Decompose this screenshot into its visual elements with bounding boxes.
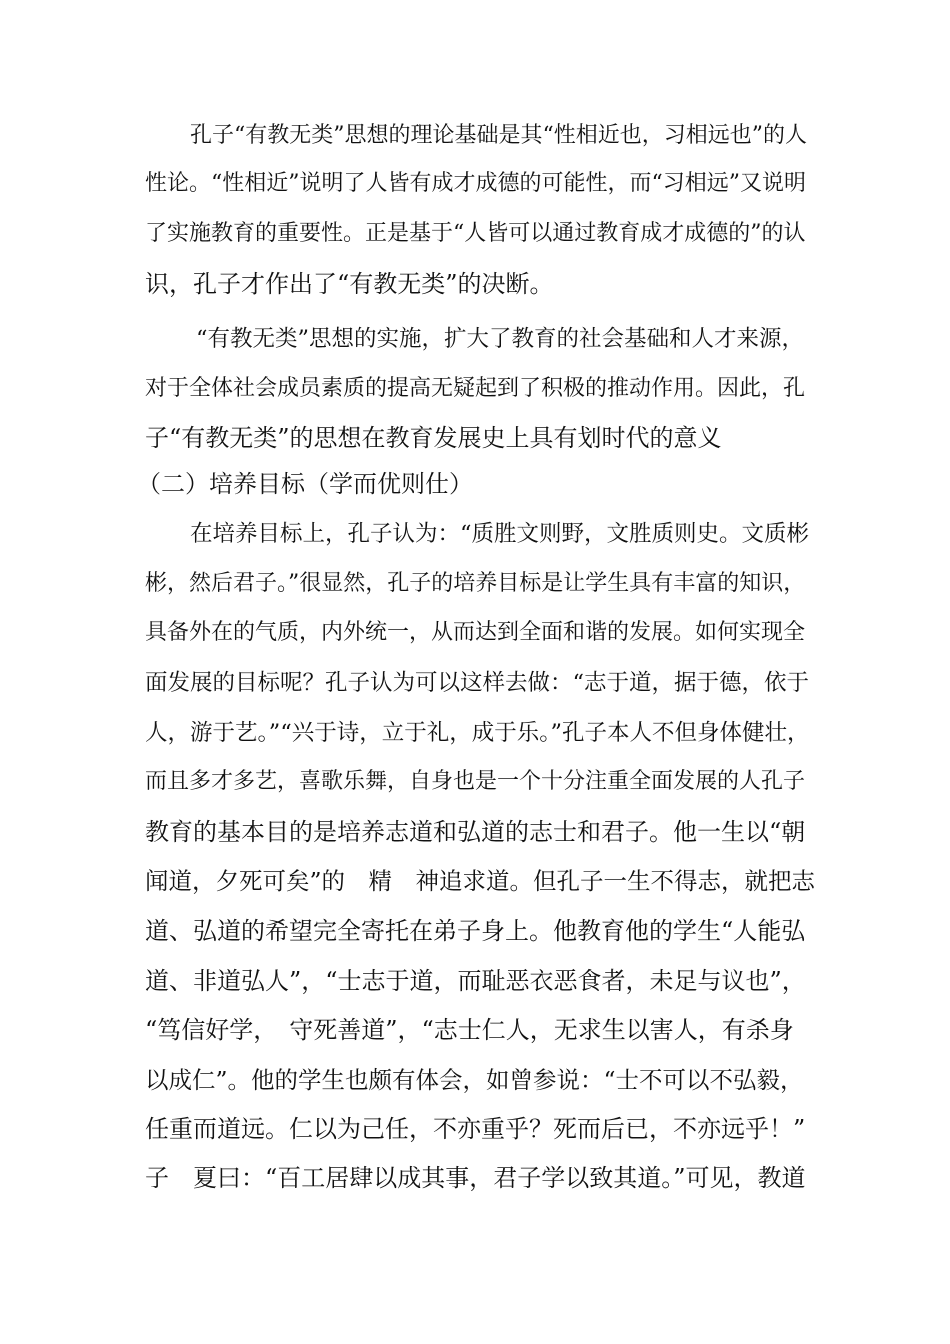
paragraph-3-line-8: 闻道，夕死可矣”的 精 神追求道。但孔子一生不得志，就把志 xyxy=(145,867,815,895)
paragraph-1-line-4: 识，孔子才作出了“有教无类”的决断。 xyxy=(145,270,554,298)
paragraph-3-line-4: 面发展的目标呢？孔子认为可以这样去做：“志于道，据于德，依于 xyxy=(145,670,810,696)
section-heading: （二）培养目标（学而优则仕） xyxy=(137,470,473,498)
paragraph-3-line-14: 子 夏曰：“百工居肆以成其事，君子学以致其道。”可见，教道 xyxy=(145,1164,806,1192)
paragraph-3-line-9: 道、弘道的希望完全寄托在弟子身上。他教育他的学生“人能弘 xyxy=(145,917,806,945)
paragraph-2-line-3: 子“有教无类”的思想在教育发展史上具有划时代的意义 xyxy=(145,424,722,452)
paragraph-1-line-1: 孔子“有教无类”思想的理论基础是其“性相近也，习相远也”的人 xyxy=(190,123,807,148)
paragraph-1-line-3: 了实施教育的重要性。正是基于“人皆可以通过教育成才成德的”的认 xyxy=(145,221,806,246)
paragraph-2-line-2: 对于全体社会成员素质的提高无疑起到了积极的推动作用。因此，孔 xyxy=(145,376,806,401)
paragraph-1-line-2: 性论。“性相近”说明了人皆有成才成德的可能性，而“习相远”又说明 xyxy=(145,171,806,196)
paragraph-3-line-11: “笃信好学， 守死善道”，“志士仁人，无求生以害人，有杀身 xyxy=(145,1016,794,1044)
paragraph-3-line-1: 在培养目标上，孔子认为：“质胜文则野，文胜质则史。文质彬 xyxy=(190,521,810,547)
paragraph-3-line-3: 具备外在的气质，内外统一，从而达到全面和谐的发展。如何实现全 xyxy=(145,620,806,645)
paragraph-2-line-1: “有教无类”思想的实施，扩大了教育的社会基础和人才来源， xyxy=(196,326,805,352)
paragraph-3-line-12: 以成仁”。他的学生也颇有体会，如曾参说：“士不可以不弘毅， xyxy=(145,1066,804,1094)
paragraph-3-line-13: 任重而道远。仁以为己任，不亦重乎？死而后已，不亦远乎！” xyxy=(145,1115,806,1143)
paragraph-3-line-5: 人，游于艺。”“兴于诗，立于礼，成于乐。”孔子本人不但身体健壮， xyxy=(145,720,810,746)
paragraph-3-line-2: 彬，然后君子。”很显然，孔子的培养目标是让学生具有丰富的知识， xyxy=(145,571,806,596)
paragraph-3-line-7: 教育的基本目的是培养志道和弘道的志士和君子。他一生以“朝 xyxy=(145,818,806,846)
paragraph-3-line-6: 而且多才多艺，喜歌乐舞，自身也是一个十分注重全面发展的人孔子 xyxy=(145,769,806,794)
paragraph-3-line-10: 道、非道弘人”，“士志于道，而耻恶衣恶食者，未足与议也”， xyxy=(145,967,806,995)
